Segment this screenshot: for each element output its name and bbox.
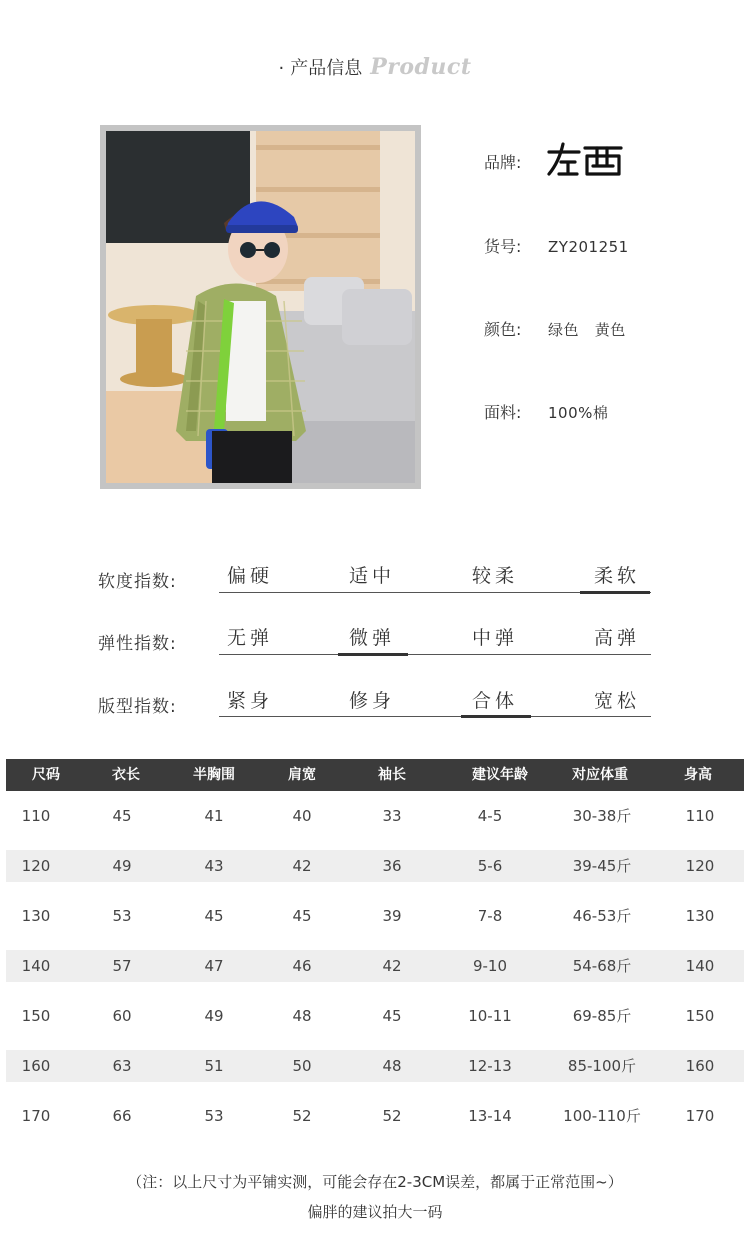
table-cell: 57 (112, 957, 132, 975)
fit-option: 宽松 (593, 690, 640, 712)
title-cn: 产品信息 (290, 58, 363, 79)
product-photo (106, 131, 415, 483)
table-cell: 41 (204, 807, 224, 825)
title-dot: · (278, 58, 285, 79)
table-cell: 130 (21, 907, 51, 925)
elasticity-option: 中弹 (471, 627, 518, 649)
product-photo-frame (100, 125, 421, 489)
softness-option: 柔软 (593, 565, 640, 587)
table-cell: 100-110斤 (563, 1107, 641, 1125)
table-cell: 45 (382, 1007, 402, 1025)
table-row (6, 1050, 744, 1082)
section-title (0, 54, 750, 84)
table-cell: 110 (685, 807, 715, 825)
fit-label: 版型指数: (98, 697, 177, 717)
table-row (6, 1000, 744, 1032)
table-row (6, 900, 744, 932)
elasticity-option: 无弹 (226, 627, 273, 649)
table-cell: 170 (685, 1107, 715, 1125)
table-cell: 120 (685, 857, 715, 875)
table-row (6, 800, 744, 832)
table-cell: 170 (21, 1107, 51, 1125)
title-en: Product (370, 54, 472, 80)
product-photo-illustration (106, 131, 415, 483)
table-cell: 48 (292, 1007, 312, 1025)
table-cell: 45 (204, 907, 224, 925)
size-table-header (6, 759, 744, 791)
fit-option: 修身 (348, 690, 395, 712)
table-row (6, 850, 744, 882)
table-cell: 49 (112, 857, 132, 875)
fit-selected-marker (461, 715, 531, 718)
fabric-row (484, 400, 608, 423)
brand-logo (545, 140, 625, 180)
sku-row (484, 234, 629, 257)
table-cell: 46 (292, 957, 312, 975)
brand-label: 品牌: (484, 153, 522, 172)
softness-option: 偏硬 (226, 565, 273, 587)
table-cell: 45 (112, 807, 132, 825)
table-cell: 160 (21, 1057, 51, 1075)
table-row (6, 1100, 744, 1132)
table-cell: 30-38斤 (572, 807, 632, 825)
table-row (6, 950, 744, 982)
table-cell: 52 (292, 1107, 312, 1125)
table-cell: 85-100斤 (567, 1057, 637, 1075)
note-line-1: （注：以上尺寸为平铺实测，可能会存在2-3CM误差，都属于正常范围~） (127, 1173, 623, 1191)
table-cell: 12-13 (468, 1057, 512, 1075)
header-age: 建议年龄 (472, 767, 528, 783)
table-cell: 43 (204, 857, 224, 875)
table-cell: 10-11 (468, 1007, 512, 1025)
table-cell: 13-14 (468, 1107, 512, 1125)
note-line-2: 偏胖的建议拍大一码 (307, 1203, 443, 1221)
color-row (484, 317, 626, 340)
table-cell: 140 (685, 957, 715, 975)
header-sleeve: 袖长 (378, 767, 406, 783)
table-cell: 45 (292, 907, 312, 925)
elasticity-scale-line (219, 654, 651, 655)
color-value: 绿色 黄色 (548, 321, 626, 339)
table-cell: 110 (21, 807, 51, 825)
softness-selected-marker (580, 591, 650, 594)
header-size: 尺码 (32, 767, 60, 783)
table-cell: 63 (112, 1057, 132, 1075)
table-cell: 130 (685, 907, 715, 925)
fit-option: 紧身 (226, 690, 273, 712)
table-cell: 54-68斤 (572, 957, 632, 975)
elasticity-option: 微弹 (348, 627, 395, 649)
fabric-value: 100%棉 (548, 404, 609, 422)
table-cell: 120 (21, 857, 51, 875)
table-cell: 52 (382, 1107, 402, 1125)
table-cell: 150 (685, 1007, 715, 1025)
table-cell: 40 (292, 807, 312, 825)
table-cell: 69-85斤 (572, 1007, 632, 1025)
fit-option: 合体 (471, 690, 518, 712)
softness-option: 较柔 (471, 565, 518, 587)
table-cell: 47 (204, 957, 224, 975)
table-cell: 150 (21, 1007, 51, 1025)
table-cell: 53 (204, 1107, 224, 1125)
header-half-chest: 半胸围 (193, 767, 235, 783)
header-length: 衣长 (112, 767, 140, 783)
table-cell: 51 (204, 1057, 224, 1075)
sku-label: 货号: (484, 237, 522, 256)
header-height: 身高 (684, 767, 712, 783)
table-cell: 9-10 (472, 957, 508, 975)
table-cell: 60 (112, 1007, 132, 1025)
elasticity-selected-marker (338, 653, 408, 656)
softness-option: 适中 (348, 565, 395, 587)
table-cell: 7-8 (477, 907, 503, 925)
header-shoulder: 肩宽 (288, 767, 316, 783)
fabric-label: 面料: (484, 403, 522, 422)
elasticity-option: 高弹 (593, 627, 640, 649)
sku-value: ZY201251 (548, 238, 629, 256)
table-cell: 53 (112, 907, 132, 925)
table-cell: 50 (292, 1057, 312, 1075)
elasticity-label: 弹性指数: (98, 634, 177, 654)
table-cell: 42 (292, 857, 312, 875)
table-cell: 48 (382, 1057, 402, 1075)
table-cell: 4-5 (477, 807, 503, 825)
color-label: 颜色: (484, 320, 522, 339)
table-cell: 66 (112, 1107, 132, 1125)
table-cell: 140 (21, 957, 51, 975)
table-cell: 42 (382, 957, 402, 975)
table-cell: 33 (382, 807, 402, 825)
table-cell: 39 (382, 907, 402, 925)
brand-row (484, 150, 548, 173)
header-weight: 对应体重 (572, 767, 628, 783)
table-cell: 160 (685, 1057, 715, 1075)
softness-label: 软度指数: (98, 572, 177, 592)
table-cell: 5-6 (477, 857, 503, 875)
table-cell: 36 (382, 857, 402, 875)
table-cell: 49 (204, 1007, 224, 1025)
fit-scale-line (219, 716, 651, 717)
table-cell: 39-45斤 (572, 857, 632, 875)
table-cell: 46-53斤 (572, 907, 632, 925)
